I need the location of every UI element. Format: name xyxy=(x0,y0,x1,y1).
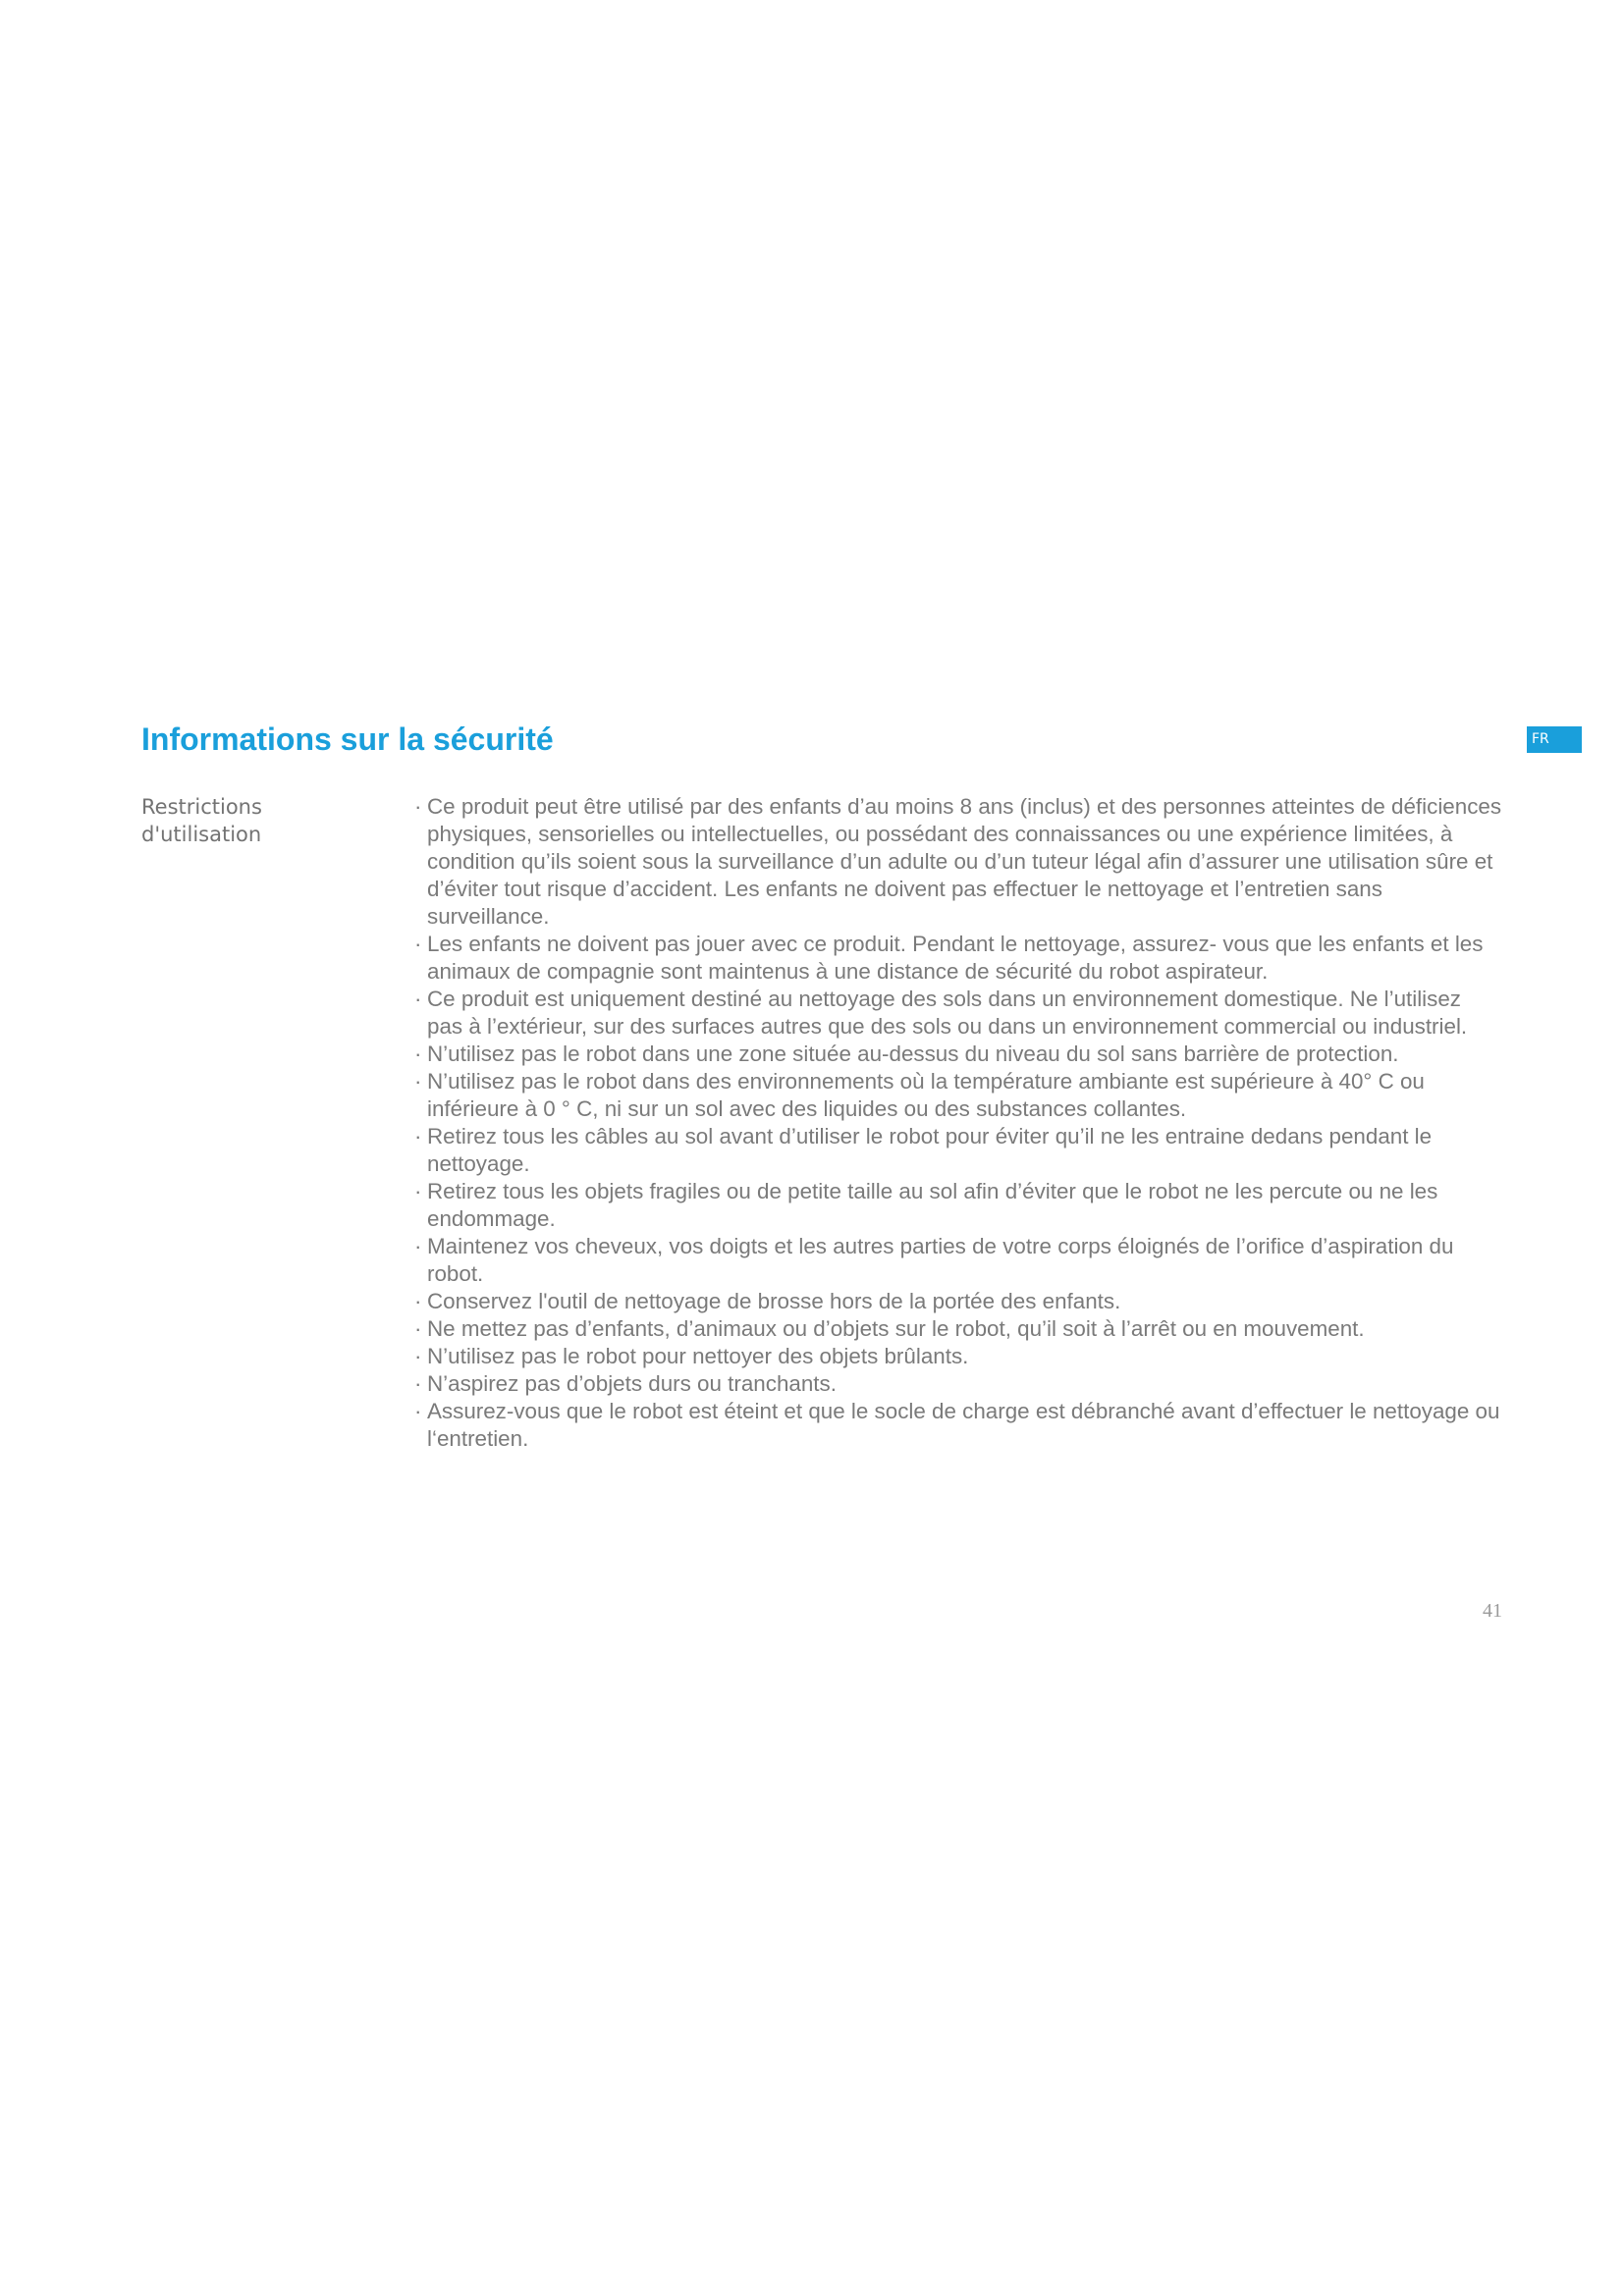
page-title: Informations sur la sécurité xyxy=(141,721,554,757)
list-item-text: Retirez tous les objets fragiles ou de petite taille au sol afin d’éviter que le robot ne les percute ou ne les endommage. xyxy=(427,1179,1438,1231)
page-number: 41 xyxy=(1483,1600,1502,1622)
list-item xyxy=(412,986,1502,1041)
section-label-line-1: Restrictions xyxy=(141,795,262,819)
safety-restrictions-list xyxy=(412,793,1502,1453)
bullet-glyph: · xyxy=(414,1371,422,1396)
language-badge: FR xyxy=(1527,726,1582,753)
bullet-glyph: · xyxy=(414,1069,422,1094)
list-item xyxy=(412,1288,1502,1315)
bullet-glyph: · xyxy=(414,1399,422,1423)
list-item xyxy=(412,1041,1502,1068)
list-item xyxy=(412,793,1502,931)
list-item-text: N’utilisez pas le robot dans des environnements où la température ambiante est supérieure à 40° C ou inférieure à 0 ° C, ni sur un sol avec des liquides ou des substances collantes. xyxy=(427,1069,1425,1121)
bullet-glyph: · xyxy=(414,1344,422,1368)
list-item-text: Ne mettez pas d’enfants, d’animaux ou d’objets sur le robot, qu’il soit à l’arrêt ou en mouvement. xyxy=(427,1316,1365,1341)
list-item xyxy=(412,1123,1502,1178)
section-label xyxy=(141,793,367,848)
bullet-glyph: · xyxy=(414,987,422,1011)
list-item xyxy=(412,1370,1502,1398)
bullet-glyph: · xyxy=(414,1234,422,1258)
bullet-glyph: · xyxy=(414,1179,422,1203)
list-item xyxy=(412,1233,1502,1288)
list-item-text: Conservez l'outil de nettoyage de brosse hors de la portée des enfants. xyxy=(427,1289,1121,1313)
list-item-text: Assurez-vous que le robot est éteint et que le socle de charge est débranché avant d’effectuer le nettoyage ou l‘entretien. xyxy=(427,1399,1500,1451)
list-item-text: N’utilisez pas le robot dans une zone située au-dessus du niveau du sol sans barrière de protection. xyxy=(427,1041,1399,1066)
list-item-text: Retirez tous les câbles au sol avant d’utiliser le robot pour éviter qu’il ne les entraine dedans pendant le nettoyage. xyxy=(427,1124,1433,1176)
list-item-text: Les enfants ne doivent pas jouer avec ce produit. Pendant le nettoyage, assurez- vous que les enfants et les animaux de compagnie sont maintenus à une distance de sécurité du robot aspirateur. xyxy=(427,932,1484,984)
list-item xyxy=(412,1343,1502,1370)
list-item-text: Ce produit peut être utilisé par des enfants d’au moins 8 ans (inclus) et des personnes atteintes de déficiences physiques, sensorielles ou intellectuelles, ou possédant des connaissances ou une expérience limitées, à condition qu’ils soient sous la surveillance d’un adulte ou d’un tuteur légal afin d’assurer une utilisation sûre et d’éviter tout risque d’accident. Les enfants ne doivent pas effectuer le nettoyage et l’entretien sans surveillance. xyxy=(427,794,1502,929)
list-item-text: N’utilisez pas le robot pour nettoyer des objets brûlants. xyxy=(427,1344,969,1368)
list-item-text: Ce produit est uniquement destiné au nettoyage des sols dans un environnement domestique. Ne l’utilisez pas à l’extérieur, sur des surfaces autres que des sols ou dans un environnement commercial ou industriel. xyxy=(427,987,1468,1039)
list-item-text: Maintenez vos cheveux, vos doigts et les autres parties de votre corps éloignés de l’orifice d’aspiration du robot. xyxy=(427,1234,1454,1286)
list-item xyxy=(412,1315,1502,1343)
bullet-glyph: · xyxy=(414,1124,422,1148)
bullet-glyph: · xyxy=(414,1316,422,1341)
list-item xyxy=(412,1178,1502,1233)
list-item-text: N’aspirez pas d’objets durs ou tranchants. xyxy=(427,1371,837,1396)
bullet-glyph: · xyxy=(414,1041,422,1066)
bullet-glyph: · xyxy=(414,932,422,956)
section-label-line-2: d'utilisation xyxy=(141,823,262,846)
list-item xyxy=(412,1398,1502,1453)
list-item xyxy=(412,1068,1502,1123)
bullet-glyph: · xyxy=(414,794,422,819)
list-item xyxy=(412,931,1502,986)
bullet-glyph: · xyxy=(414,1289,422,1313)
